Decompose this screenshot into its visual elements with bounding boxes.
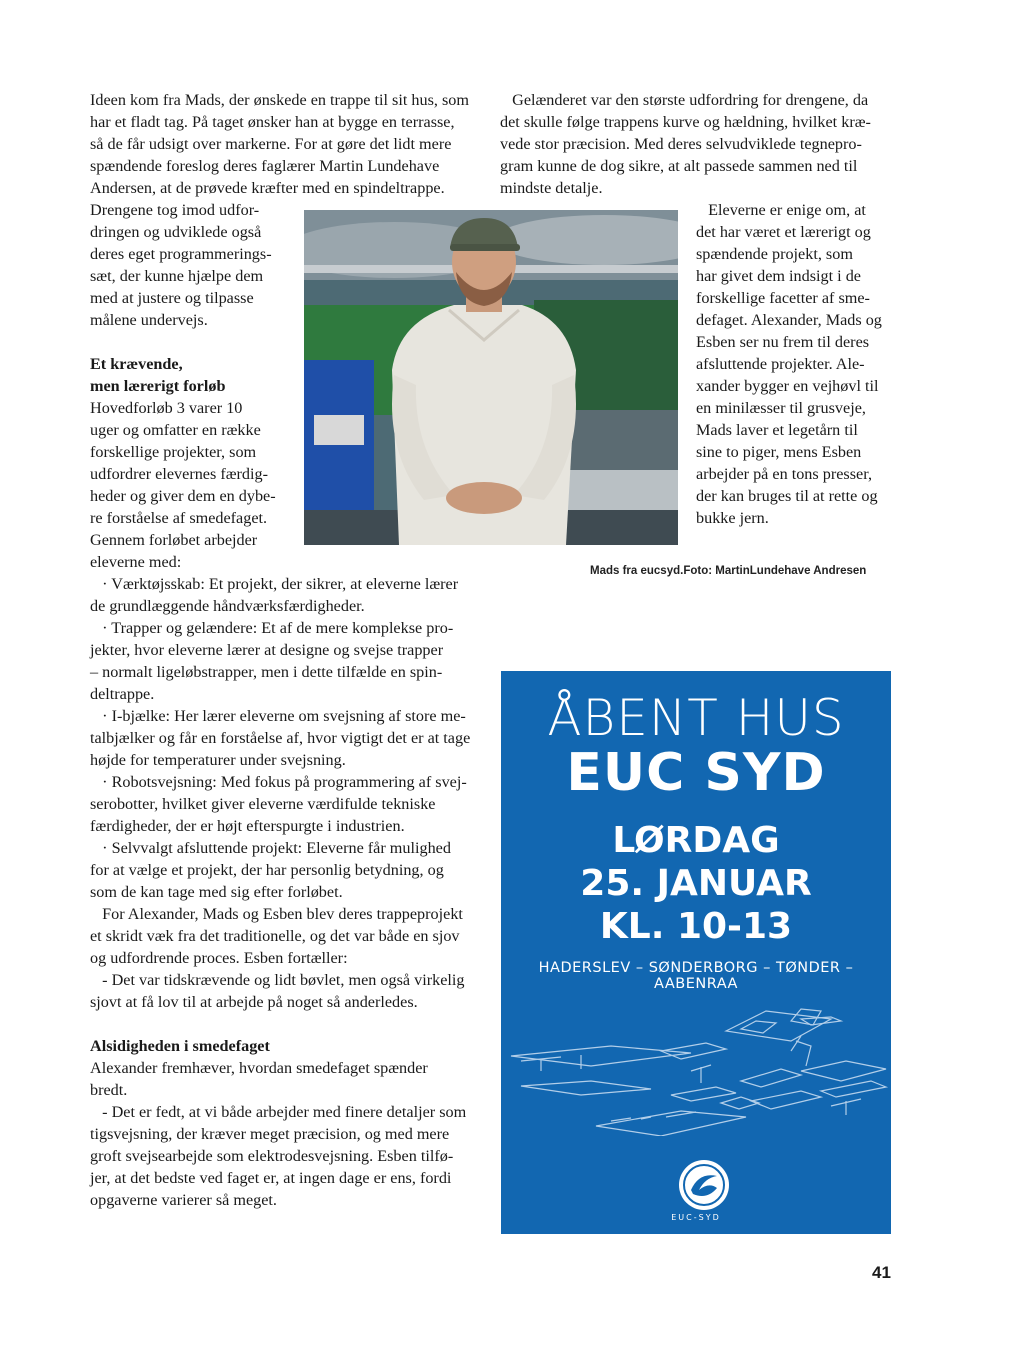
- page-number: 41: [872, 1263, 891, 1282]
- text-line: en minilæsser til grusveje,: [696, 399, 866, 417]
- text-line: · Værktøjsskab: Et projekt, der sikrer, at eleverne lærer: [90, 575, 459, 593]
- paragraph-gelaender: [500, 89, 891, 199]
- text-line: Mads fra eucsyd.: [590, 565, 684, 577]
- workshop-photo-illustration: [304, 210, 678, 545]
- photo-mads: [304, 210, 678, 545]
- text-line: forskellige facetter af sme-: [696, 289, 870, 307]
- text-line: Hovedforløb 3 varer 10: [90, 399, 243, 417]
- text-line: eleverne med:: [90, 553, 182, 571]
- text-line: · I-bjælke: Her lærer eleverne om svejsning af store me-: [90, 707, 466, 725]
- text-line: arbejder på en tons presser,: [696, 465, 872, 483]
- ad-date-block: [501, 819, 891, 948]
- text-line: opgaverne varierer så meget.: [90, 1191, 277, 1209]
- intro-paragraph: [90, 89, 481, 199]
- text-line: så de får udsigt over markerne. For at gøre det lidt mere: [90, 135, 452, 153]
- text-line: som de kan tage med sig efter forløbet.: [90, 883, 343, 901]
- text-line: deltrappe.: [90, 685, 155, 703]
- text-line: spændende foreslog deres faglærer Martin Lundehave: [90, 157, 440, 175]
- text-line: - Det var tidskrævende og lidt bøvlet, men også virkelig: [90, 971, 465, 989]
- text-line: Et krævende,: [90, 355, 183, 373]
- text-line: Mads laver et legetårn til: [696, 421, 858, 439]
- text-line: det skulle følge trappens kurve og hældning, hvilket kræ-: [500, 113, 871, 131]
- text-line: Gelænderet var den største udfordring for drengene, da: [500, 91, 869, 109]
- text-line: heder og giver dem en dybe-: [90, 487, 276, 505]
- text-line: med at justere og tilpasse: [90, 289, 254, 307]
- project-list: [90, 573, 481, 1013]
- text-line: · Robotsvejsning: Med fokus på programmering af svej-: [90, 773, 467, 791]
- text-line: - Det er fedt, at vi både arbejder med finere detaljer som: [90, 1103, 467, 1121]
- ad-day: LØRDAG: [612, 820, 780, 861]
- text-line: spændende projekt, som: [696, 245, 853, 263]
- text-line: et skridt væk fra det traditionelle, og det var både en sjov: [90, 927, 460, 945]
- text-line: – normalt ligeløbstrapper, men i dette tilfælde en spin-: [90, 663, 443, 681]
- text-line: · Selvvalgt afsluttende projekt: Eleverne får mulighed: [90, 839, 451, 857]
- section-heading-2: [90, 1035, 390, 1057]
- text-line: og udfordrende proces. Esben fortæller:: [90, 949, 348, 967]
- text-line: udfordrer elevernes færdig-: [90, 465, 268, 483]
- staircase-drawing-icon: [501, 991, 891, 1136]
- text-line: bredt.: [90, 1081, 128, 1099]
- paragraph-hovedforloeb: [90, 397, 287, 573]
- text-line: deres eget programmerings-: [90, 245, 272, 263]
- text-line: tigsvejsning, der kræver meget præcision, og med mere: [90, 1125, 450, 1143]
- text-line: serobotter, hvilket giver eleverne værdifulde tekniske: [90, 795, 436, 813]
- text-line: Gennem forløbet arbejder: [90, 531, 258, 549]
- text-line: men lærerigt forløb: [90, 377, 226, 395]
- text-line: defaget. Alexander, Mads og: [696, 311, 882, 329]
- ad-title: ÅBENT HUS: [547, 689, 845, 747]
- text-line: afsluttende projekter. Ale-: [696, 355, 865, 373]
- text-line: Foto: Martin: [683, 565, 750, 577]
- ad-time: KL. 10-13: [599, 906, 793, 947]
- text-line: sæt, der kunne hjælpe dem: [90, 267, 264, 285]
- text-line: Eleverne er enige om, at: [696, 201, 866, 219]
- text-line: talbjælker og får en forståelse af, hvor vigtigt det er at tage: [90, 729, 471, 747]
- text-line: gram kunne de dog sikre, at alt passede sammen ned til: [500, 157, 858, 175]
- text-line: Andersen, at de prøvede kræfter med en spindeltrappe.: [90, 179, 445, 197]
- text-line: bukke jern.: [696, 509, 769, 527]
- text-line: Ideen kom fra Mads, der ønskede en trappe til sit hus, som: [90, 91, 469, 109]
- text-line: dringen og udviklede også: [90, 223, 262, 241]
- text-line: sine to piger, mens Esben: [696, 443, 862, 461]
- text-line: xander bygger en vejhøvl til: [696, 377, 879, 395]
- ad-org: EUC SYD: [566, 743, 826, 803]
- ad-logo-text: EUC-SYD: [671, 1213, 721, 1222]
- text-line: Lundehave Andresen: [749, 565, 867, 577]
- section-heading-1: [90, 353, 310, 397]
- ad-date: 25. JANUAR: [580, 863, 812, 904]
- text-line: Esben ser nu frem til deres: [696, 333, 870, 351]
- text-line: målene undervejs.: [90, 311, 208, 329]
- euc-syd-logo-icon: [679, 1160, 729, 1210]
- text-line: jekter, hvor eleverne lærer at designe og svejse trapper: [90, 641, 444, 659]
- paragraph-alsidighed: [90, 1057, 481, 1211]
- text-line: Drengene tog imod udfor-: [90, 201, 260, 219]
- text-line: har givet dem indsigt i de: [696, 267, 861, 285]
- text-line: groft svejsearbejde som elektrodesvejsning. Esben tilfø-: [90, 1147, 454, 1165]
- text-line: re forståelse af smedefaget.: [90, 509, 268, 527]
- text-line: for at vælge et projekt, der har personlig betydning, og: [90, 861, 444, 879]
- open-house-ad: [501, 671, 891, 1234]
- text-line: der kan bruges til at rette og: [696, 487, 878, 505]
- text-line: færdigheder, der er højt efterspurgte i industrien.: [90, 817, 405, 835]
- text-line: Alexander fremhæver, hvordan smedefaget spænder: [90, 1059, 428, 1077]
- text-line: forskellige projekter, som: [90, 443, 257, 461]
- text-line: vede stor præcision. Med deres selvudviklede tegnepro-: [500, 135, 862, 153]
- paragraph-wrap-photo: [90, 199, 287, 331]
- text-line: sjovt at få lov til at arbejde på noget så anderledes.: [90, 993, 418, 1011]
- text-line: Alsidigheden i smedefaget: [90, 1037, 270, 1055]
- text-line: har et fladt tag. På taget ønsker han at bygge en terrasse,: [90, 113, 455, 131]
- photo-caption: [590, 564, 866, 579]
- text-line: uger og omfatter en række: [90, 421, 261, 439]
- text-line: mindste detalje.: [500, 179, 603, 197]
- ad-locations: HADERSLEV – SØNDERBORG – TØNDER – AABENRAA: [538, 960, 854, 992]
- text-line: For Alexander, Mads og Esben blev deres trappeprojekt: [90, 905, 463, 923]
- text-line: det har været et lærerigt og: [696, 223, 871, 241]
- text-line: · Trapper og gelændere: Et af de mere komplekse pro-: [90, 619, 454, 637]
- text-line: de grundlæggende håndværksfærdigheder.: [90, 597, 365, 615]
- text-line: højde for temperaturer under svejsning.: [90, 751, 346, 769]
- text-line: jer, at det bedste ved faget er, at ingen dage er ens, fordi: [90, 1169, 452, 1187]
- paragraph-eleverne: [696, 199, 891, 529]
